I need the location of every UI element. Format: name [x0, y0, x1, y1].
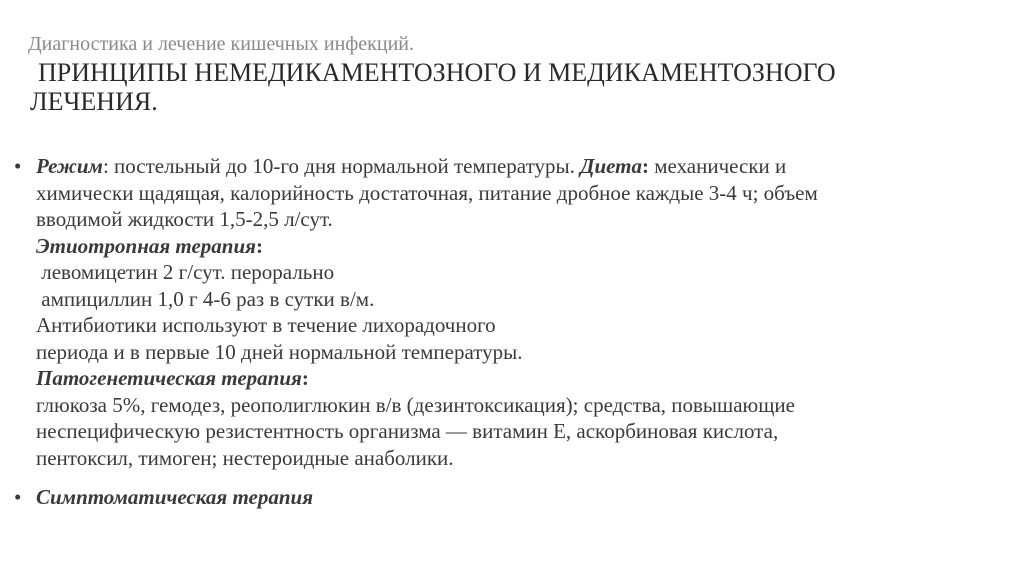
slide-body [14, 153, 1004, 511]
bullet-marker: • [14, 154, 22, 178]
regime-text: : постельный до 10-го дня нормальной температуры. [102, 154, 581, 178]
bullet-gap [14, 471, 1004, 484]
pathogenetic-line-1: глюкоза 5%, гемодез, реополиглюкин в/в (дезинтоксикация); средства, повышающие [36, 392, 795, 417]
diet-line-2: химически щадящая, калорийность достаточная, питание дробное каждые 3-4 ч; объем [36, 180, 818, 205]
drug-levomycetin: левомицетин 2 г/сут. перорально [36, 260, 335, 284]
symptomatic-therapy: Симптоматическая терапия [36, 485, 314, 509]
diet-line-3: вводимой жидкости 1,5-2,5 л/сут. [36, 207, 333, 231]
pathogenetic-line-2: неспецифическую резистентность организма — витамин Е, аскорбиновая кислота, [36, 419, 779, 443]
pathogenetic-colon: : [301, 366, 309, 390]
pathogenetic-heading [36, 365, 1004, 392]
drug-ampicillin: ампициллин 1,0 г 4-6 раз в сутки в/м. [36, 286, 375, 311]
bullet-marker-2: • [14, 485, 22, 509]
etiotropic-colon: : [255, 233, 263, 258]
pathogenetic-line-3: пентоксил, тимоген; нестероидные анаболики. [36, 445, 454, 470]
diet-colon: : [642, 154, 649, 178]
bullet-treatment [14, 153, 1004, 471]
antibiotics-line-1: Антибиотики используют в течение лихорадочного [36, 313, 496, 337]
title-line-2: ЛЕЧЕНИЯ. [30, 87, 158, 116]
antibiotics-line-2: периода и в первые 10 дней нормальной температуры. [36, 339, 523, 364]
slide-subtitle: Диагностика и лечение кишечных инфекций. [28, 33, 414, 55]
regime-term: Режим [36, 154, 103, 178]
diet-text: механически и [649, 154, 787, 178]
slide-title [30, 58, 990, 116]
title-line-1: ПРИНЦИПЫ НЕМЕДИКАМЕНТОЗНОГО И МЕДИКАМЕНТОЗНОГО [38, 58, 836, 87]
diet-term: Диета [580, 154, 642, 178]
regime-diet-line [36, 153, 1004, 180]
etiotropic-heading [36, 233, 1004, 260]
etiotropic-term: Этиотропная терапия [36, 233, 256, 258]
pathogenetic-term: Патогенетическая терапия [36, 366, 302, 390]
bullet-symptomatic [14, 484, 1004, 511]
